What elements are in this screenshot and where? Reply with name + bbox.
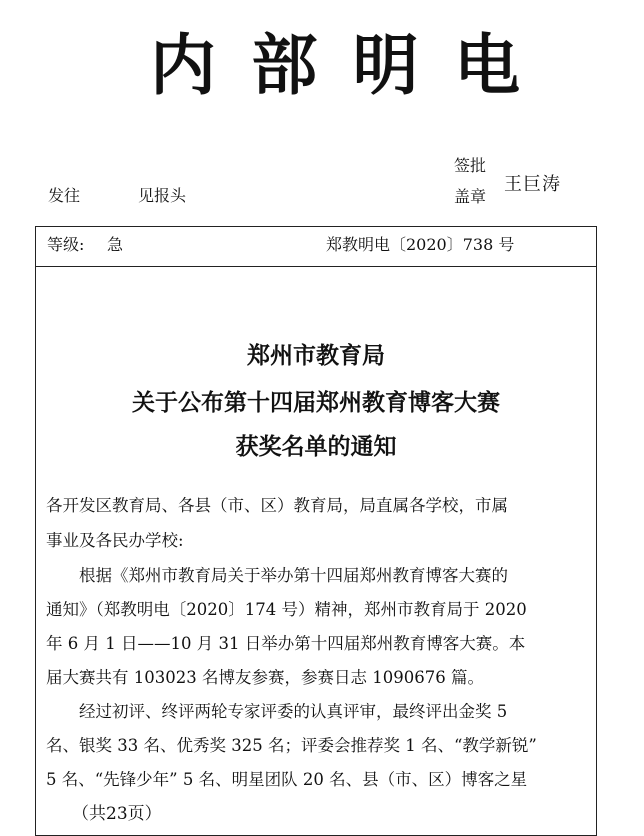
document-number: 郑教明电〔2020〕738 号 (326, 235, 515, 254)
notice-title-line3: 获奖名单的通知 (235, 434, 397, 460)
sign-label: 签批 (454, 156, 487, 175)
title-char: 明 (352, 26, 419, 104)
body-line: 各开发区教育局、各县（市、区）教育局，局直属各学校，市属 (46, 496, 508, 515)
body-line: 名、银奖 33 名、优秀奖 325 名；评委会推荐奖 1 名、“教学新锐” (46, 736, 537, 755)
title-char: 内 (150, 26, 216, 104)
send-to-value: 见报头 (138, 186, 187, 205)
notice-title-line2: 关于公布第十四届郑州教育博客大赛 (132, 390, 500, 416)
body-line: 经过初评、终评两轮专家评委的认真评审，最终评出金奖 5 (46, 702, 508, 721)
grade-label: 等级: (47, 235, 85, 254)
body-line: 年 6 月 1 日——10 月 31 日举办第十四届郑州教育博客大赛。本 (46, 634, 526, 653)
body-line: 事业及各民办学校: (46, 531, 184, 550)
signer-signature: 王巨涛 (504, 174, 561, 195)
title-char: 部 (251, 26, 318, 104)
stamp-label: 盖章 (454, 187, 487, 206)
header-divider (35, 266, 597, 267)
notice-title-line1: 郑州市教育局 (247, 343, 385, 369)
document-title (150, 26, 520, 104)
body-line: 通知》（郑教明电〔2020〕174 号）精神，郑州市教育局于 2020 (46, 600, 527, 619)
body-line: 根据《郑州市教育局关于举办第十四届郑州教育博客大赛的 (46, 566, 508, 585)
body-line: 5 名、“先锋少年” 5 名、明星团队 20 名、县（市、区）博客之星 (46, 770, 528, 789)
grade-value: 急 (107, 235, 124, 254)
title-char: 电 (453, 26, 520, 104)
body-line: 届大赛共有 103023 名博友参赛，参赛日志 1090676 篇。 (46, 668, 484, 687)
send-to-label: 发往 (48, 186, 81, 205)
page-count: （共23页） (72, 804, 162, 824)
